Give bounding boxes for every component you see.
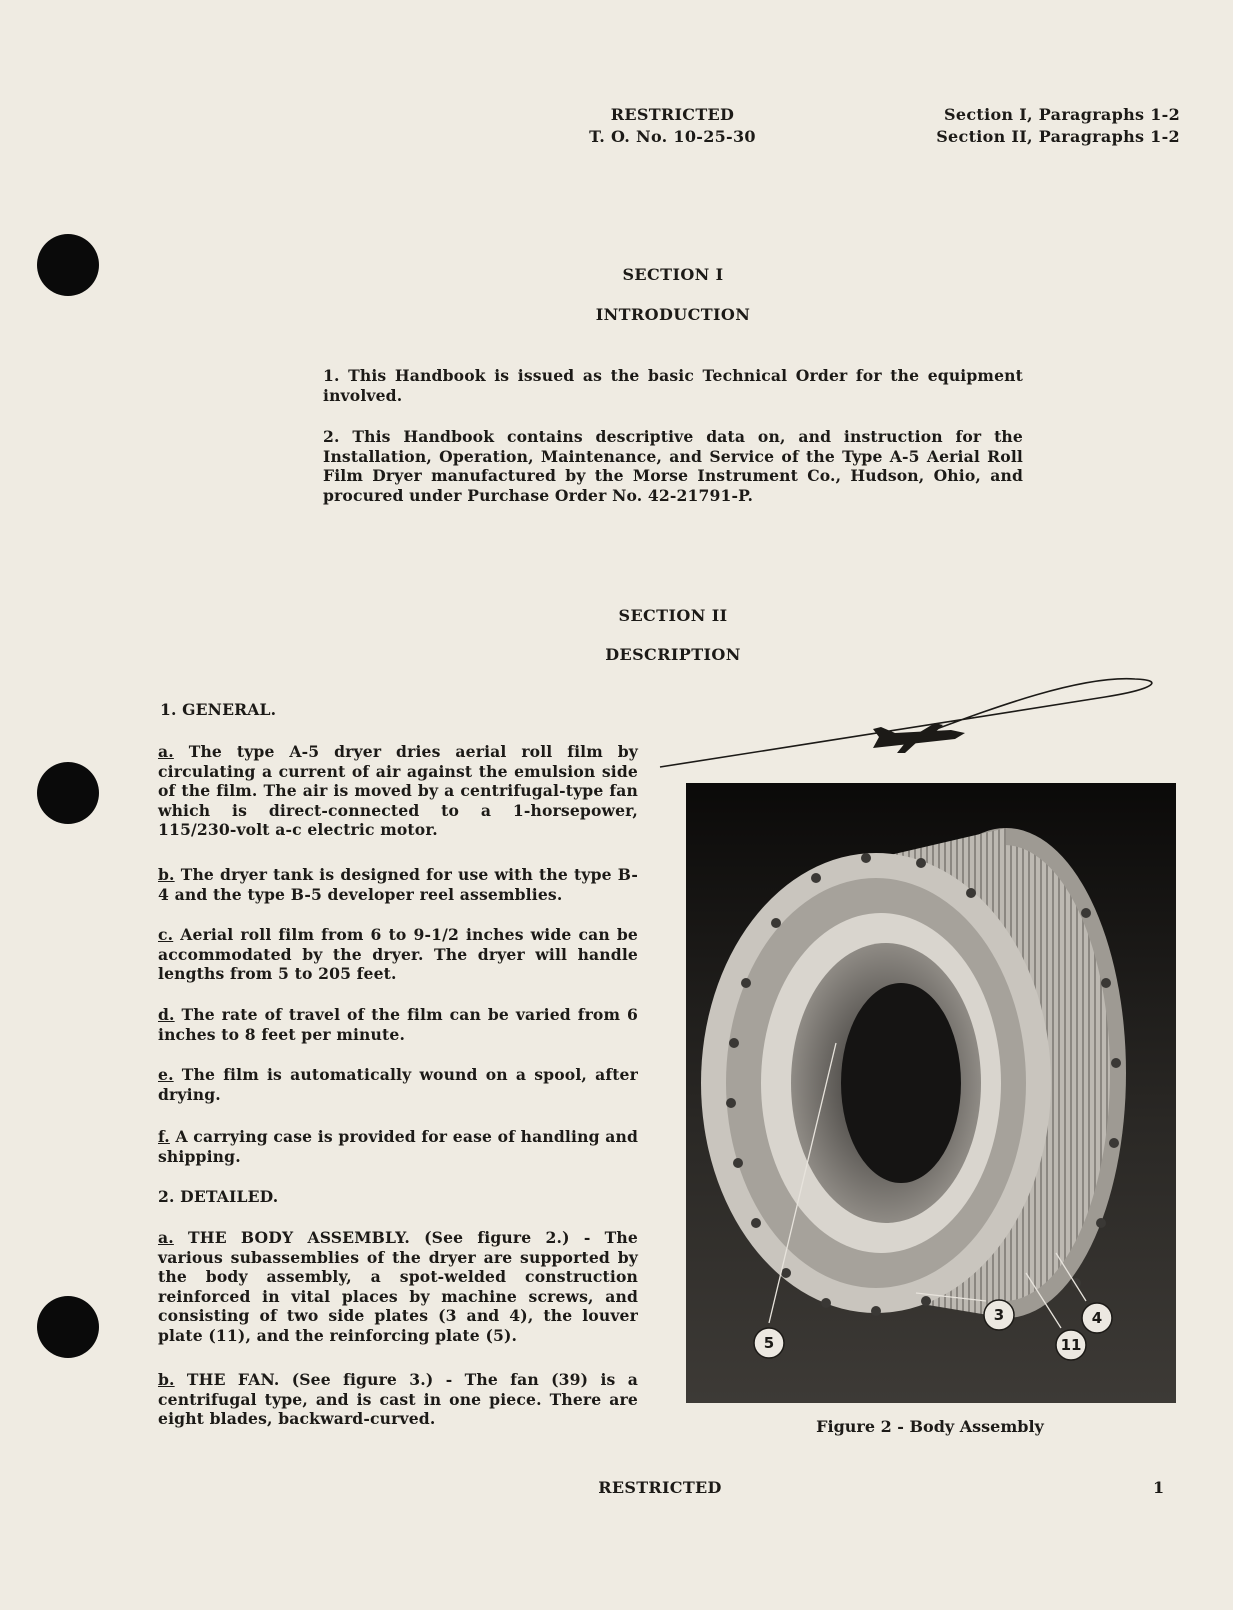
list-item: c. Aerial roll film from 6 to 9-1/2 inches wide can be accommodated by the dryer. The dryer will handle lengths from 5 to 205 feet. <box>158 925 638 983</box>
callout-label: 4 <box>1091 1309 1103 1327</box>
section-title: DESCRIPTION <box>605 645 741 664</box>
header-section-ref: Section I, Paragraphs 1-2 <box>944 105 1180 124</box>
paragraph: 1. This Handbook is issued as the basic Technical Order for the equipment involved. <box>323 366 1023 405</box>
page-number: 1 <box>1153 1478 1165 1497</box>
header-to-number: T. O. No. 10-25-30 <box>589 127 756 146</box>
list-item: f. A carrying case is provided for ease of handling and shipping. <box>158 1127 638 1166</box>
list-item: a. The type A-5 dryer dries aerial roll film by circulating a current of air against the emulsion side of the film. The air is moved by a centrifugal-type fan which is direct-connected to a 1-horsepower, 115/230-volt a-c electric motor. <box>158 742 638 839</box>
paragraph: 2. This Handbook contains descriptive data on, and instruction for the Installation, Operation, Maintenance, and Service of the Type A-5 Aerial Roll Film Dryer manufactured by the Morse Instrument Co., Hudson, Ohio, and procured under Purchase Order No. 42-21791-P. <box>323 427 1023 505</box>
airplane-ornament-icon <box>655 675 1160 775</box>
list-item: e. The film is automatically wound on a spool, after drying. <box>158 1065 638 1104</box>
list-item: b. THE FAN. (See figure 3.) - The fan (39) is a centrifugal type, and is cast in one piece. There are eight blades, backward-curved. <box>158 1370 638 1428</box>
callout-label: 11 <box>1060 1336 1082 1354</box>
section-title: INTRODUCTION <box>595 305 751 324</box>
subsection-heading: 2. DETAILED. <box>158 1187 279 1206</box>
binder-hole <box>37 234 99 296</box>
list-item: b. The dryer tank is designed for use with the type B-4 and the type B-5 developer reel assemblies. <box>158 865 638 904</box>
subsection-heading: 1. GENERAL. <box>160 700 277 719</box>
callout-label: 5 <box>763 1334 775 1352</box>
body-assembly-image <box>686 783 1176 1403</box>
header-right <box>900 104 1180 148</box>
header-section-ref: Section II, Paragraphs 1-2 <box>936 127 1180 146</box>
header-classification: RESTRICTED <box>610 105 735 124</box>
section-number: SECTION II <box>618 606 728 625</box>
section-number: SECTION I <box>622 265 724 284</box>
figure-photo <box>686 783 1176 1403</box>
list-item: d. The rate of travel of the film can be varied from 6 inches to 8 feet per minute. <box>158 1005 638 1044</box>
binder-hole <box>37 762 99 824</box>
list-item: a. THE BODY ASSEMBLY. (See figure 2.) - The various subassemblies of the dryer are supported by the body assembly, a spot-welded construction reinforced in vital places by machine screws, and consisting of two side plates (3 and 4), the louver plate (11), and the reinforcing plate (5). <box>158 1228 638 1345</box>
figure-caption: Figure 2 - Body Assembly <box>816 1417 1044 1436</box>
binder-hole <box>37 1296 99 1358</box>
callout-label: 3 <box>993 1306 1005 1324</box>
header-left <box>570 104 775 148</box>
footer-classification: RESTRICTED <box>598 1478 722 1497</box>
